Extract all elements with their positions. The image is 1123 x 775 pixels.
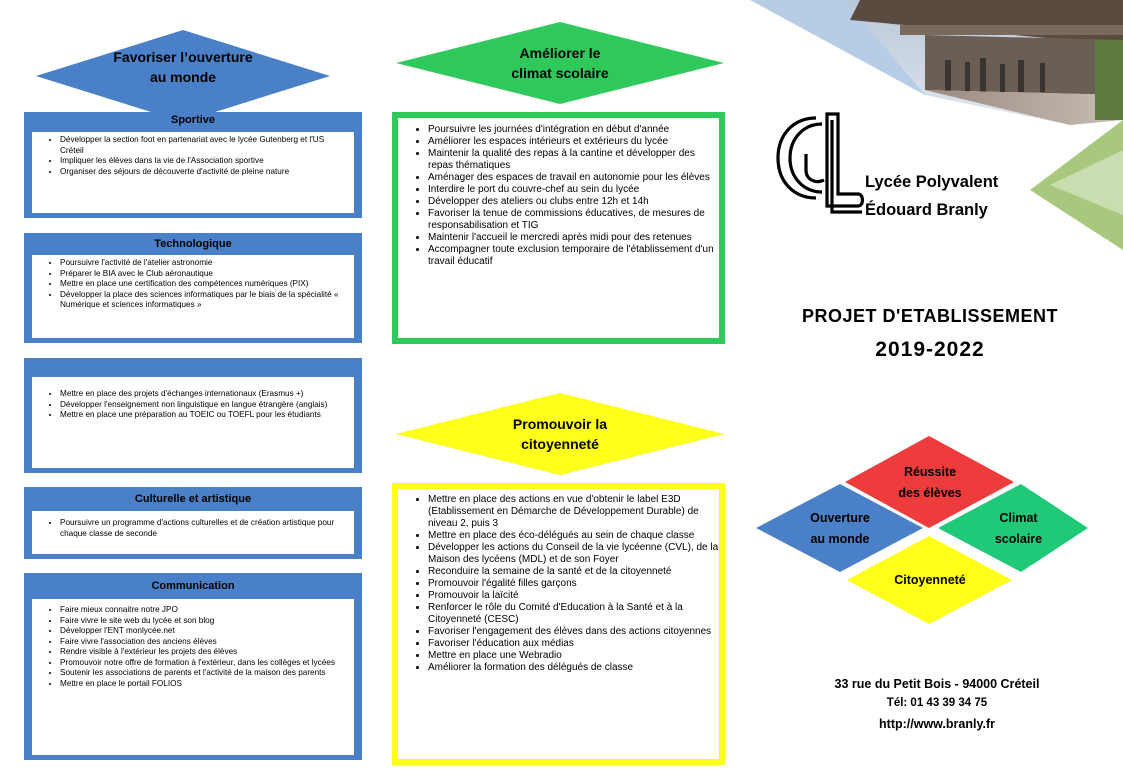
- list-item: • Faire mieux connaitre notre JPO: [60, 605, 350, 616]
- school-name: Lycée Polyvalent Édouard Branly: [865, 173, 999, 219]
- climat-title: Améliorer le climat scolaire: [511, 45, 609, 81]
- list-item: • Développer les actions du Conseil de la vie lycéenne (CVL), de la Maison des lycéens (MDL) et de son Foyer: [428, 542, 719, 566]
- list-item: • Favoriser l'éducation aux médias: [428, 638, 719, 650]
- list-item: • Mettre en place des éco-délégués au sein de chaque classe: [428, 530, 719, 542]
- citoyennete-box: [392, 483, 725, 765]
- bullet-list: [32, 605, 350, 689]
- panel-heading: Communication: [151, 580, 235, 592]
- list-item: • Poursuivre l'activité de l'atelier astronomie: [60, 258, 350, 269]
- panel-technologique: [24, 233, 362, 343]
- panel-heading: Sportive: [170, 114, 215, 126]
- panel-culturelle: [24, 487, 362, 559]
- bullet-list: [32, 258, 350, 311]
- panel-body: [32, 377, 354, 468]
- bullet-list: [32, 135, 350, 177]
- panel-body: [32, 511, 354, 554]
- list-item: • Rendre visible à l'extérieur les projets des élèves: [60, 647, 350, 658]
- citoyennete-label: Citoyenneté: [894, 572, 966, 587]
- list-item: • Organiser des séjours de découverte d'activité de pleine nature: [60, 167, 350, 178]
- ouverture-label: Ouverture au monde: [810, 511, 870, 546]
- panel-heading: Culturelle et artistique: [134, 493, 252, 505]
- list-item: • Mettre en place une préparation au TOEIC ou TOEFL pour les étudiants: [60, 410, 350, 421]
- list-item: • Mettre en place le portail FOLIOS: [60, 679, 350, 690]
- panel-body: [32, 255, 354, 338]
- ouverture-title: Favoriser l’ouverture au monde: [113, 49, 253, 85]
- list-item: • Développer la section foot en partenariat avec le lycée Gutenberg et l'US Créteil: [60, 135, 350, 156]
- climat-box: [392, 112, 725, 344]
- list-item: • Développer des ateliers ou clubs entre 12h et 14h: [428, 196, 719, 208]
- list-item: • Maintenir l'accueil le mercredi après midi pour des retenues: [428, 232, 719, 244]
- list-item: • Mettre en place une Webradio: [428, 650, 719, 662]
- list-item: • Mettre en place une certification des compétences numériques (PIX): [60, 279, 350, 290]
- reussite-label: Réussite des élèves: [898, 465, 962, 500]
- website-link[interactable]: http://www.branly.fr: [879, 717, 995, 731]
- list-item: • Promouvoir notre offre de formation à l'extérieur, dans les collèges et lycées: [60, 658, 350, 669]
- citoyennete-title: Promouvoir la citoyenneté: [512, 416, 608, 452]
- list-item: • Interdire le port du couvre-chef au sein du lycée: [428, 184, 719, 196]
- panel-international: [24, 358, 362, 473]
- phone: Tél: 01 43 39 34 75: [886, 697, 988, 709]
- list-item: • Développer l'enseignement non linguistique en langue étrangère (anglais): [60, 400, 350, 411]
- bullet-list: [32, 518, 350, 539]
- panel-heading: [24, 358, 362, 375]
- list-item: • Mettre en place des projets d'échanges internationaux (Erasmus +): [60, 389, 350, 400]
- list-item: • Aménager des espaces de travail en autonomie pour les élèves: [428, 172, 719, 184]
- project-title: PROJET D'ETABLISSEMENT: [802, 306, 1058, 326]
- list-item: • Faire vivre l'association des anciens élèves: [60, 637, 350, 648]
- address: 33 rue du Petit Bois - 94000 Créteil: [834, 677, 1040, 691]
- bullet-list: [398, 124, 719, 268]
- panel-sportive: [24, 112, 362, 218]
- list-item: • Promouvoir la laïcité: [428, 590, 719, 602]
- list-item: • Favoriser la tenue de commissions éducatives, de mesures de responsabilisation et TIG: [428, 208, 719, 232]
- list-item: • Mettre en place des actions en vue d'obtenir le label E3D (Etablissement en Démarche de Développement Durable) de niveau 2, puis 3: [428, 494, 719, 530]
- list-item: • Développer l'ENT monlycée.net: [60, 626, 350, 637]
- panel-communication: [24, 573, 362, 760]
- list-item: • Améliorer les espaces intérieurs et extérieurs du lycée: [428, 136, 719, 148]
- list-item: • Préparer le BIA avec le Club aéronautique: [60, 269, 350, 280]
- list-item: • Impliquer les élèves dans la vie de l'Association sportive: [60, 156, 350, 167]
- list-item: • Maintenir la qualité des repas à la cantine et développer des repas thématiques: [428, 148, 719, 172]
- panel-body: [32, 599, 354, 755]
- list-item: • Développer la place des sciences informatiques par le biais de la spécialité « Numérique et sciences informatiques »: [60, 290, 350, 311]
- list-item: • Accompagner toute exclusion temporaire de l'établissement d'un travail éducatif: [428, 244, 719, 268]
- list-item: • Faire vivre le site web du lycée et son blog: [60, 616, 350, 627]
- list-item: • Promouvoir l'égalité filles garçons: [428, 578, 719, 590]
- list-item: • Poursuivre les journées d'intégration en début d'année: [428, 124, 719, 136]
- bullet-list: [398, 494, 719, 674]
- list-item: • Reconduire la semaine de la santé et de la citoyenneté: [428, 566, 719, 578]
- bullet-list: [32, 389, 350, 421]
- school-logo: [772, 110, 864, 222]
- list-item: • Améliorer la formation des délégués de classe: [428, 662, 719, 674]
- project-years: 2019-2022: [875, 338, 985, 361]
- list-item: • Poursuivre un programme d'actions culturelles et de création artistique pour chaque classe de seconde: [60, 518, 350, 539]
- list-item: • Soutenir les associations de parents et l'activité de la maison des parents: [60, 668, 350, 679]
- climat-label: Climat scolaire: [994, 511, 1043, 546]
- list-item: • Renforcer le rôle du Comité d'Education à la Santé et à la Citoyenneté (CESC): [428, 602, 719, 626]
- panel-heading: Technologique: [154, 238, 232, 250]
- panel-body: [32, 132, 354, 213]
- list-item: • Favoriser l'engagement des élèves dans des actions citoyennes: [428, 626, 719, 638]
